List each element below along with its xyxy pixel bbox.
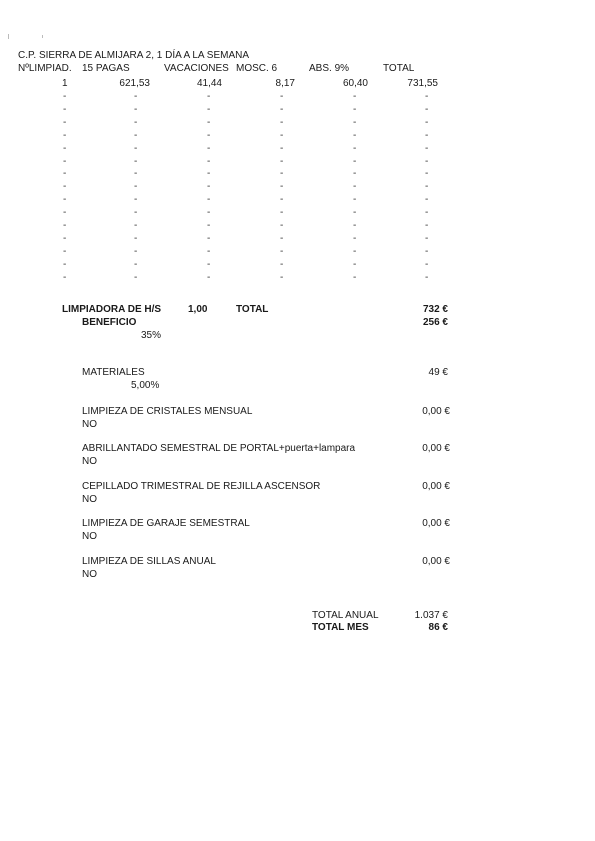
empty-cell-dash: -	[353, 168, 357, 180]
service-label: LIMPIEZA DE SILLAS ANUAL	[82, 556, 216, 567]
empty-cell-dash: -	[134, 232, 138, 244]
row-1-mosc: 8,17	[275, 78, 295, 89]
empty-cell-dash: -	[353, 91, 357, 102]
empty-cell-dash: -	[134, 194, 138, 206]
empty-cell-dash: -	[207, 181, 211, 193]
empty-cell-dash: -	[63, 142, 67, 154]
empty-cell-dash: -	[63, 245, 67, 257]
empty-cell-dash: -	[134, 116, 138, 128]
empty-cell-dash: -	[425, 168, 429, 180]
empty-cell-dash: -	[353, 232, 357, 244]
column-header-nlimpiad: NºLIMPIAD.	[18, 63, 72, 74]
service-label: CEPILLADO TRIMESTRAL DE REJILLA ASCENSOR	[82, 481, 321, 492]
empty-cell-dash: -	[353, 258, 357, 270]
empty-cell-dash: -	[63, 181, 67, 193]
empty-cell-dash: -	[280, 155, 284, 167]
empty-cell-dash: -	[425, 155, 429, 167]
empty-cell-dash: -	[280, 181, 284, 193]
empty-cell-dash: -	[280, 103, 284, 115]
empty-cell-dash: -	[425, 258, 429, 270]
empty-cell-dash: -	[207, 168, 211, 180]
empty-cell-dash: -	[63, 91, 67, 102]
empty-cell-dash: -	[63, 116, 67, 128]
row-1-15-pagas: 621,53	[119, 78, 150, 89]
total-anual-label: TOTAL ANUAL	[312, 610, 379, 621]
empty-cell-dash: -	[63, 220, 67, 231]
empty-cell-dash: -	[353, 181, 357, 193]
empty-cell-dash: -	[134, 129, 138, 141]
column-header-vacaciones: VACACIONES	[164, 63, 229, 74]
empty-cell-dash: -	[353, 207, 357, 219]
empty-cell-dash: -	[63, 155, 67, 167]
empty-cell-dash: -	[63, 168, 67, 180]
service-value: 0,00 €	[422, 518, 450, 529]
empty-cell-dash: -	[207, 116, 211, 128]
row-1-count: 1	[62, 78, 68, 89]
total-value: 732 €	[422, 304, 448, 315]
empty-cell-dash: -	[134, 258, 138, 270]
empty-cell-dash: -	[63, 207, 67, 219]
empty-cell-dash: -	[353, 271, 357, 283]
empty-cell-dash: -	[207, 271, 211, 283]
empty-cell-dash: -	[425, 271, 429, 283]
empty-cell-dash: -	[425, 207, 429, 219]
empty-cell-dash: -	[280, 142, 284, 154]
empty-cell-dash: -	[134, 155, 138, 167]
scan-mark	[42, 35, 43, 38]
service-label: LIMPIEZA DE GARAJE SEMESTRAL	[82, 518, 250, 529]
empty-cell-dash: -	[207, 129, 211, 141]
empty-cell-dash: -	[207, 245, 211, 257]
row-1-total: 731,55	[407, 78, 438, 89]
empty-cell-dash: -	[134, 181, 138, 193]
column-header-mosc: MOSC. 6	[236, 63, 278, 74]
empty-cell-dash: -	[425, 129, 429, 141]
empty-cell-dash: -	[353, 220, 357, 231]
limpiadora-hours: 1,00	[188, 304, 208, 315]
limpiadora-label: LIMPIADORA DE H/S	[62, 304, 162, 315]
empty-cell-dash: -	[63, 103, 67, 115]
scan-mark	[8, 34, 9, 39]
empty-cell-dash: -	[63, 258, 67, 270]
empty-cell-dash: -	[207, 142, 211, 154]
total-label: TOTAL	[236, 304, 269, 315]
column-header-15-pagas: 15 PAGAS	[82, 63, 130, 74]
empty-cell-dash: -	[353, 194, 357, 206]
materiales-label: MATERIALES	[82, 367, 145, 378]
empty-cell-dash: -	[280, 220, 284, 231]
empty-cell-dash: -	[134, 207, 138, 219]
empty-cell-dash: -	[134, 168, 138, 180]
empty-cell-dash: -	[353, 142, 357, 154]
empty-cell-dash: -	[280, 245, 284, 257]
empty-cell-dash: -	[207, 220, 211, 231]
empty-cell-dash: -	[353, 103, 357, 115]
total-anual-value: 1.037 €	[414, 610, 448, 621]
empty-cell-dash: -	[425, 116, 429, 128]
empty-cell-dash: -	[207, 232, 211, 244]
beneficio-label: BENEFICIO	[82, 317, 137, 328]
empty-cell-dash: -	[425, 103, 429, 115]
column-header-total: TOTAL	[383, 63, 415, 74]
empty-cell-dash: -	[134, 271, 138, 283]
service-note: NO	[82, 456, 97, 467]
empty-cell-dash: -	[63, 194, 67, 206]
beneficio-percent: 35%	[141, 330, 162, 341]
materiales-percent: 5,00%	[131, 380, 160, 391]
empty-cell-dash: -	[134, 91, 138, 102]
empty-cell-dash: -	[207, 258, 211, 270]
empty-cell-dash: -	[425, 232, 429, 244]
service-label: LIMPIEZA DE CRISTALES MENSUAL	[82, 406, 253, 417]
empty-cell-dash: -	[353, 155, 357, 167]
empty-cell-dash: -	[425, 194, 429, 206]
empty-cell-dash: -	[280, 232, 284, 244]
service-value: 0,00 €	[422, 443, 450, 454]
empty-cell-dash: -	[280, 168, 284, 180]
service-note: NO	[82, 494, 97, 505]
empty-cell-dash: -	[207, 91, 211, 102]
empty-cell-dash: -	[207, 194, 211, 206]
empty-cell-dash: -	[280, 258, 284, 270]
empty-cell-dash: -	[353, 129, 357, 141]
empty-cell-dash: -	[353, 116, 357, 128]
service-value: 0,00 €	[422, 481, 450, 492]
row-1-vacaciones: 41,44	[196, 78, 222, 89]
empty-cell-dash: -	[280, 207, 284, 219]
empty-cell-dash: -	[425, 142, 429, 154]
empty-cell-dash: -	[134, 245, 138, 257]
empty-cell-dash: -	[207, 155, 211, 167]
materiales-value: 49 €	[428, 367, 448, 378]
empty-cell-dash: -	[63, 271, 67, 283]
beneficio-value: 256 €	[422, 317, 448, 328]
empty-cell-dash: -	[207, 207, 211, 219]
empty-cell-dash: -	[280, 129, 284, 141]
service-note: NO	[82, 531, 97, 542]
empty-cell-dash: -	[134, 220, 138, 231]
service-value: 0,00 €	[422, 556, 450, 567]
total-mes-value: 86 €	[428, 622, 448, 633]
empty-cell-dash: -	[280, 194, 284, 206]
service-note: NO	[82, 569, 97, 580]
empty-cell-dash: -	[63, 129, 67, 141]
empty-cell-dash: -	[425, 220, 429, 231]
empty-cell-dash: -	[207, 103, 211, 115]
document-title: C.P. SIERRA DE ALMIJARA 2, 1 DÍA A LA SEMANA	[18, 50, 250, 61]
empty-cell-dash: -	[425, 245, 429, 257]
empty-cell-dash: -	[425, 91, 429, 102]
empty-cell-dash: -	[280, 116, 284, 128]
service-value: 0,00 €	[422, 406, 450, 417]
empty-cell-dash: -	[280, 91, 284, 102]
empty-cell-dash: -	[134, 142, 138, 154]
empty-cell-dash: -	[353, 245, 357, 257]
row-1-abs: 60,40	[342, 78, 368, 89]
total-mes-label: TOTAL MES	[312, 622, 369, 633]
empty-cell-dash: -	[63, 232, 67, 244]
empty-cell-dash: -	[425, 181, 429, 193]
service-label: ABRILLANTADO SEMESTRAL DE PORTAL+puerta+lampara	[82, 443, 356, 454]
column-header-abs: ABS. 9%	[309, 63, 350, 74]
empty-cell-dash: -	[134, 103, 138, 115]
empty-cell-dash: -	[280, 271, 284, 283]
service-note: NO	[82, 419, 97, 430]
